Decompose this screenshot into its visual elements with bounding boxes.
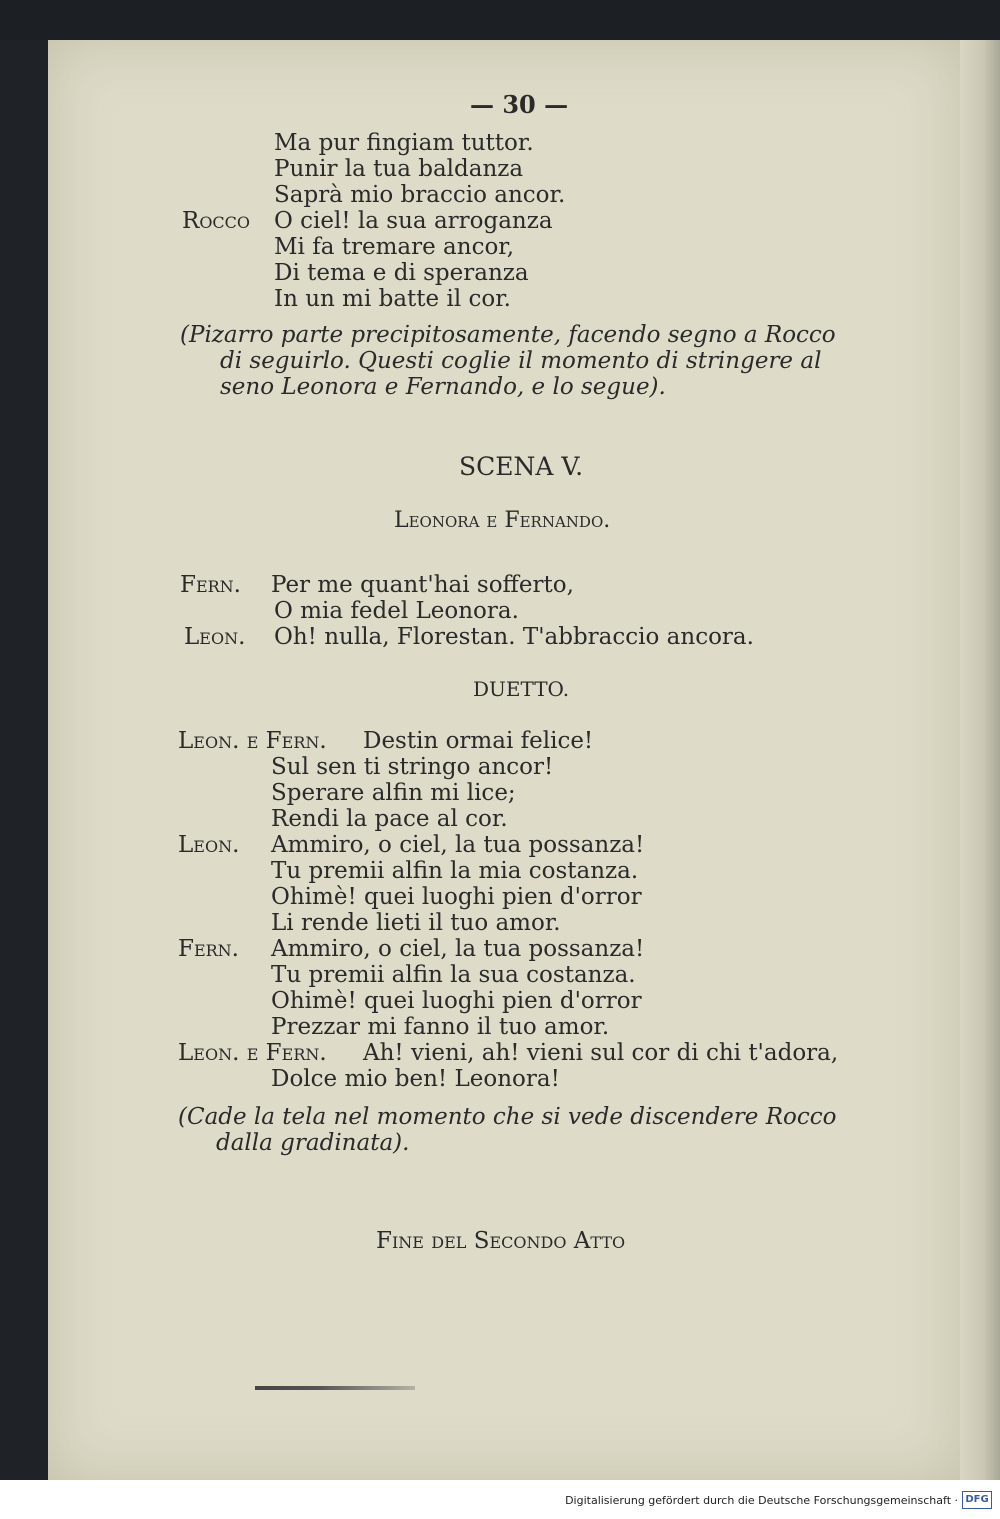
verse-line: Mi fa tremare ancor, [274, 234, 515, 260]
stage-direction-line: di seguirlo. Questi coglie il momento di stringere al [220, 348, 822, 374]
duet-line: Ah! vieni, ah! vieni sul cor di chi t'adora, [363, 1040, 839, 1066]
duet-line: Sperare alfin mi lice; [271, 780, 516, 806]
speaker-fern: Fern. [178, 936, 239, 962]
next-page-edge [960, 40, 1000, 1480]
dialogue-line: Per me quant'hai sofferto, [271, 572, 574, 598]
dfg-logo: DFG [962, 1491, 992, 1509]
digitization-credit: Digitalisierung gefördert durch die Deutsche Forschungsgemeinschaft · [565, 1494, 958, 1507]
scene-characters: Leonora e Fernando. [394, 508, 611, 533]
stage-direction-line: (Cade la tela nel momento che si vede discendere Rocco [178, 1104, 837, 1130]
speaker-rocco: Rocco [182, 208, 251, 234]
duet-line: Sul sen ti stringo ancor! [271, 754, 554, 780]
duet-line: Ohimè! quei luoghi pien d'orror [271, 988, 642, 1014]
speaker-leon: Leon. [178, 832, 240, 858]
verse-line: O ciel! la sua arroganza [274, 208, 553, 234]
duet-line: Prezzar mi fanno il tuo amor. [271, 1014, 610, 1040]
decorative-rule [255, 1386, 415, 1390]
duet-line: Ohimè! quei luoghi pien d'orror [271, 884, 642, 910]
duet-line: Destin ormai felice! [363, 728, 594, 754]
duet-line: Tu premii alfin la sua costanza. [271, 962, 636, 988]
stage-direction-line: dalla gradinata). [216, 1130, 410, 1156]
speaker-fern: Fern. [180, 572, 241, 598]
speaker-leon-fern: Leon. e Fern. [178, 1040, 327, 1066]
verse-line: Saprà mio braccio ancor. [274, 182, 566, 208]
stage-direction-line: seno Leonora e Fernando, e lo segue). [220, 374, 666, 400]
verse-line: Punir la tua baldanza [274, 156, 524, 182]
verse-line: In un mi batte il cor. [274, 286, 511, 312]
speaker-leon: Leon. [184, 624, 246, 650]
stage-direction-line: (Pizarro parte precipitosamente, facendo segno a Rocco [180, 322, 836, 348]
duet-line: Ammiro, o ciel, la tua possanza! [271, 832, 645, 858]
duet-line: Dolce mio ben! Leonora! [271, 1066, 560, 1092]
verse-line: Di tema e di speranza [274, 260, 529, 286]
duet-title: DUETTO. [473, 677, 570, 701]
end-of-act: Fine del Secondo Atto [376, 1228, 626, 1254]
dialogue-line: O mia fedel Leonora. [274, 598, 519, 624]
duet-line: Ammiro, o ciel, la tua possanza! [271, 936, 645, 962]
duet-line: Rendi la pace al cor. [271, 806, 508, 832]
scan-top-border [0, 0, 1000, 40]
duet-line: Li rende lieti il tuo amor. [271, 910, 561, 936]
scene-title: SCENA V. [459, 452, 584, 481]
page-number: — 30 — [470, 90, 569, 119]
speaker-leon-fern: Leon. e Fern. [178, 728, 327, 754]
duet-line: Tu premii alfin la mia costanza. [271, 858, 639, 884]
verse-line: Ma pur fingiam tuttor. [274, 130, 534, 156]
dialogue-line: Oh! nulla, Florestan. T'abbraccio ancora. [274, 624, 754, 650]
